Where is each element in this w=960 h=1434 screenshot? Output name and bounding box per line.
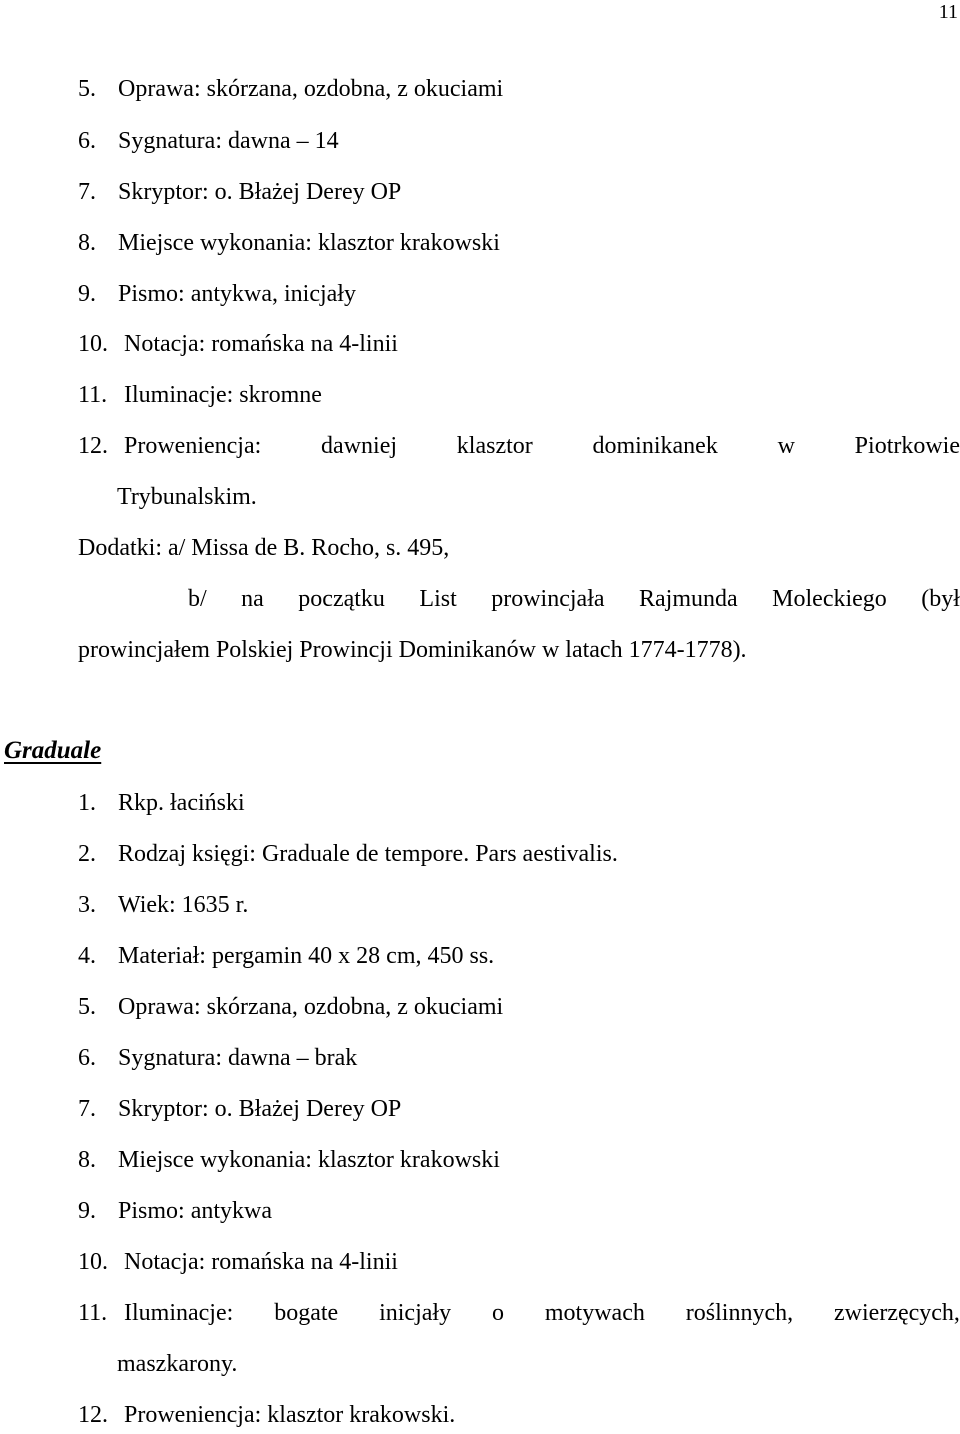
item-text: Pismo: antykwa bbox=[118, 1198, 272, 1224]
word: zwierzęcych, bbox=[834, 1300, 960, 1326]
page-number: 11 bbox=[938, 1, 958, 23]
item-number: 7. bbox=[78, 179, 96, 205]
item-text: Iluminacje: skromne bbox=[124, 382, 322, 408]
word: w bbox=[777, 433, 795, 459]
item-text bbox=[124, 434, 960, 458]
item-text: Rodzaj księgi: Graduale de tempore. Pars aestivalis. bbox=[118, 841, 618, 867]
item-text: Pismo: antykwa, inicjały bbox=[118, 281, 356, 307]
word: o bbox=[491, 1300, 504, 1326]
word: roślinnych, bbox=[685, 1300, 794, 1326]
item-text: Notacja: romańska na 4-linii bbox=[124, 331, 398, 357]
word: inicjały bbox=[379, 1300, 452, 1326]
item-number: 4. bbox=[78, 943, 96, 969]
item-number: 8. bbox=[78, 230, 96, 256]
word: Piotrkowie bbox=[854, 433, 960, 459]
list-item bbox=[78, 944, 494, 968]
word: List bbox=[419, 586, 457, 612]
item-text: Materiał: pergamin 40 x 28 cm, 450 ss. bbox=[118, 943, 495, 969]
item-number: 9. bbox=[78, 281, 96, 307]
dodatki-a: Dodatki: a/ Missa de B. Rocho, s. 495, bbox=[78, 535, 450, 561]
item-text-continuation: maszkarony. bbox=[117, 1351, 238, 1377]
list-item bbox=[78, 231, 500, 255]
item-text: Proweniencja: klasztor krakowski. bbox=[124, 1402, 456, 1428]
item-number: 7. bbox=[78, 1096, 96, 1122]
item-text: Miejsce wykonania: klasztor krakowski bbox=[118, 230, 500, 256]
list-item bbox=[78, 893, 248, 917]
word: Rajmunda bbox=[639, 586, 738, 612]
word: Proweniencja: bbox=[124, 433, 262, 459]
word: bogate bbox=[274, 1300, 339, 1326]
item-text: Sygnatura: dawna – 14 bbox=[118, 128, 339, 154]
word: Iluminacje: bbox=[124, 1300, 234, 1326]
item-number: 9. bbox=[78, 1198, 96, 1224]
list-item bbox=[78, 77, 503, 101]
item-text: Skryptor: o. Błażej Derey OP bbox=[118, 179, 402, 205]
item-number: 8. bbox=[78, 1147, 96, 1173]
list-item bbox=[78, 129, 339, 153]
dodatki-b-continuation: prowincjałem Polskiej Prowincji Dominikanów w latach 1774-1778). bbox=[78, 637, 747, 663]
word: Moleckiego bbox=[772, 586, 887, 612]
list-item bbox=[78, 1250, 398, 1274]
item-text: Miejsce wykonania: klasztor krakowski bbox=[118, 1147, 500, 1173]
item-number: 6. bbox=[78, 128, 96, 154]
section-heading: Graduale bbox=[4, 737, 102, 764]
item-text: Rkp. łaciński bbox=[118, 790, 245, 816]
list-item bbox=[78, 1403, 455, 1427]
list-item bbox=[78, 791, 245, 815]
item-number: 12. bbox=[78, 433, 108, 459]
item-number: 1. bbox=[78, 790, 96, 816]
item-text: Oprawa: skórzana, ozdobna, z okuciami bbox=[118, 994, 504, 1020]
word: dominikanek bbox=[592, 433, 718, 459]
word: dawniej bbox=[321, 433, 398, 459]
word: b/ bbox=[188, 586, 207, 612]
word: klasztor bbox=[456, 433, 533, 459]
list-item bbox=[78, 842, 618, 866]
word: prowincjała bbox=[491, 586, 605, 612]
list-item bbox=[78, 332, 398, 356]
list-item bbox=[78, 282, 356, 306]
word: początku bbox=[298, 586, 385, 612]
item-text: Oprawa: skórzana, ozdobna, z okuciami bbox=[118, 76, 504, 102]
item-number: 5. bbox=[78, 994, 96, 1020]
item-text bbox=[124, 1301, 960, 1325]
item-number: 12. bbox=[78, 1402, 108, 1428]
list-item bbox=[78, 180, 401, 204]
item-text-continuation: Trybunalskim. bbox=[117, 484, 257, 510]
list-item bbox=[78, 1046, 357, 1070]
list-item bbox=[78, 995, 503, 1019]
item-number: 10. bbox=[78, 331, 108, 357]
list-item bbox=[78, 1199, 272, 1223]
word: (był bbox=[921, 586, 960, 612]
item-number: 6. bbox=[78, 1045, 96, 1071]
item-number: 3. bbox=[78, 892, 96, 918]
list-item bbox=[78, 434, 960, 458]
list-item bbox=[78, 1148, 500, 1172]
list-item bbox=[78, 383, 322, 407]
item-text: Skryptor: o. Błażej Derey OP bbox=[118, 1096, 402, 1122]
dodatki-b bbox=[188, 587, 960, 611]
list-item bbox=[78, 1097, 401, 1121]
item-number: 10. bbox=[78, 1249, 108, 1275]
item-text: Wiek: 1635 r. bbox=[118, 892, 249, 918]
item-number: 2. bbox=[78, 841, 96, 867]
item-text: Notacja: romańska na 4-linii bbox=[124, 1249, 398, 1275]
word: motywach bbox=[544, 1300, 645, 1326]
item-number: 11. bbox=[78, 382, 108, 408]
item-text: Sygnatura: dawna – brak bbox=[118, 1045, 358, 1071]
item-number: 11. bbox=[78, 1300, 108, 1326]
list-item bbox=[78, 1301, 960, 1325]
word: na bbox=[241, 586, 264, 612]
item-number: 5. bbox=[78, 76, 96, 102]
